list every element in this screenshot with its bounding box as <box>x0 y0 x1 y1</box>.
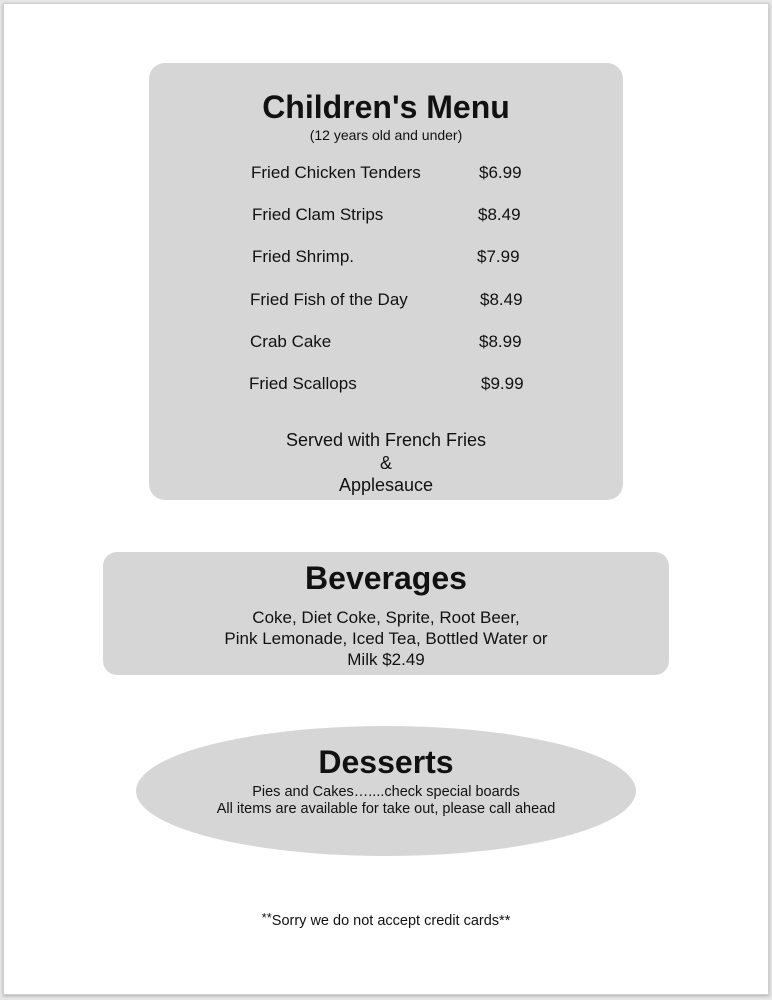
beverages-panel <box>103 552 669 675</box>
desserts-title: Desserts <box>318 744 454 780</box>
menu-item <box>149 332 623 354</box>
menu-item-name: Fried Fish of the Day <box>250 290 408 309</box>
beverages-list <box>103 607 669 670</box>
takeout-note: All items are available for take out, please call ahead <box>216 801 556 817</box>
menu-item-price: $9.99 <box>481 374 524 393</box>
served-line: Served with French Fries <box>285 430 487 450</box>
served-with-note <box>149 429 623 497</box>
menu-item-price: $7.99 <box>477 247 520 266</box>
menu-item-name: Crab Cake <box>250 332 332 351</box>
notice-asterisks: ** <box>261 910 272 925</box>
menu-item <box>149 205 623 227</box>
beverages-title: Beverages <box>305 560 467 596</box>
menu-item-name: Fried Shrimp. <box>252 247 355 266</box>
credit-card-notice <box>0 910 772 929</box>
served-line: & <box>379 452 392 473</box>
childrens-menu-panel <box>149 63 623 500</box>
menu-item-price: $8.99 <box>479 332 522 351</box>
beverages-line: Pink Lemonade, Iced Tea, Bottled Water or <box>224 629 548 648</box>
menu-item-price: $6.99 <box>479 163 522 182</box>
menu-item-price: $8.49 <box>480 290 523 309</box>
menu-item <box>149 247 623 269</box>
menu-page <box>3 3 769 995</box>
menu-item <box>149 290 623 312</box>
desserts-line: Pies and Cakes…....check special boards <box>252 784 520 800</box>
menu-item-price: $8.49 <box>478 205 521 224</box>
desserts-panel <box>136 726 636 856</box>
beverages-line: Milk $2.49 <box>347 650 425 669</box>
menu-item-name: Fried Clam Strips <box>252 205 384 224</box>
childrens-menu-title: Children's Menu <box>262 89 510 125</box>
beverages-line: Coke, Diet Coke, Sprite, Root Beer, <box>252 608 520 627</box>
childrens-menu-subtitle: (12 years old and under) <box>309 127 463 143</box>
notice-text: Sorry we do not accept credit cards** <box>271 913 511 929</box>
menu-item-name: Fried Scallops <box>249 374 357 393</box>
served-line: Applesauce <box>338 475 434 495</box>
menu-item <box>149 163 623 185</box>
menu-item <box>149 374 623 396</box>
menu-item-name: Fried Chicken Tenders <box>251 163 421 182</box>
